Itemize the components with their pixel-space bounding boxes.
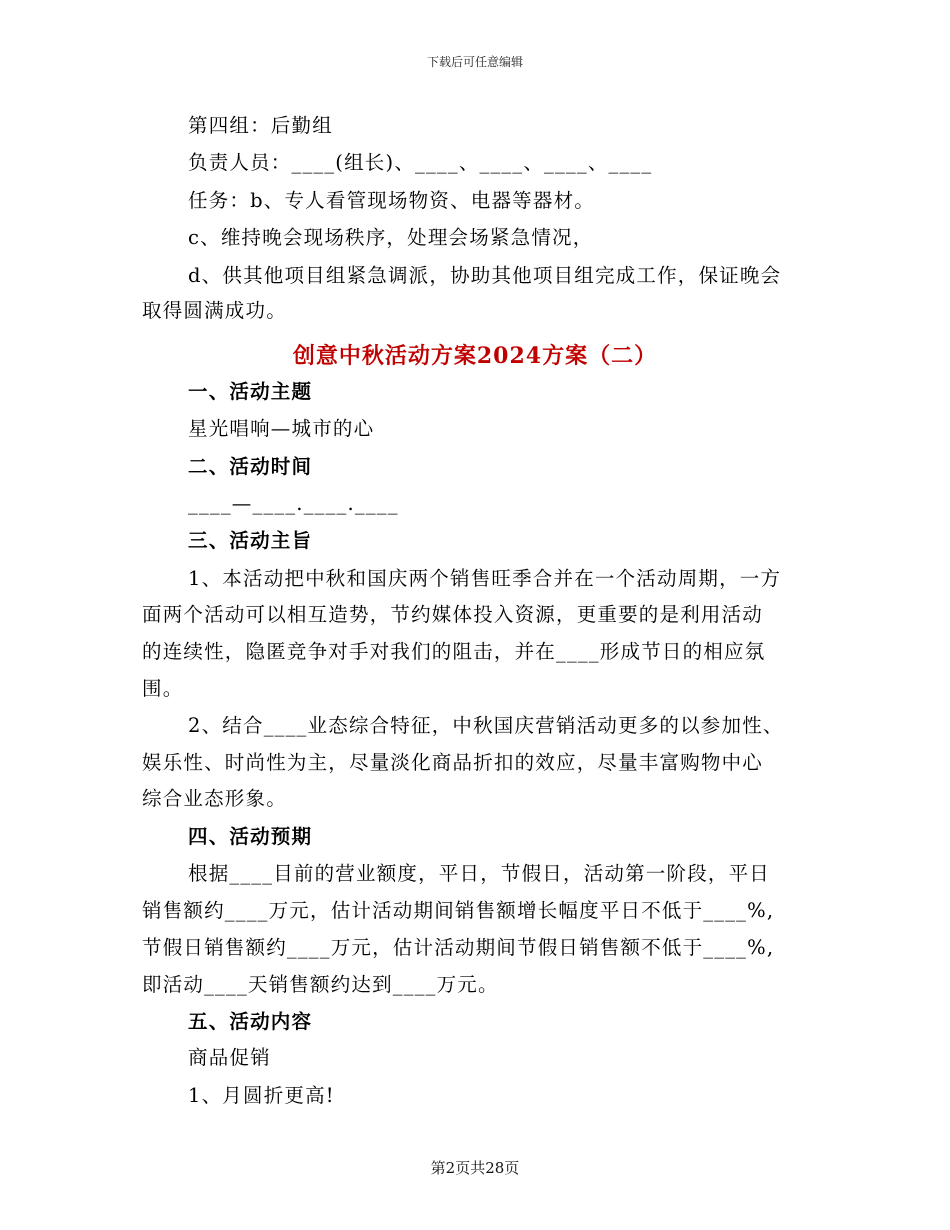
- expectation-line2: 销售额约____万元，估计活动期间销售额增长幅度平日不低于____%,: [142, 899, 775, 922]
- task-d-line: d、供其他项目组紧急调派，协助其他项目组完成工作，保证晚会: [188, 264, 782, 287]
- task-b-line: 任务：b、专人看管现场物资、电器等器材。: [188, 189, 595, 212]
- purpose-p1-line4: 围。: [142, 677, 184, 700]
- theme-text: 星光唱响—城市的心: [188, 417, 375, 440]
- heading-theme: 一、活动主题: [188, 380, 313, 403]
- page-header: 下载后可任意编辑: [426, 55, 523, 69]
- time-text: ____—____.____.____: [188, 492, 399, 515]
- heading-purpose: 三、活动主旨: [188, 529, 313, 552]
- content-item-1: 1、月圆折更高!: [188, 1084, 335, 1107]
- page-footer: 第2页共28页: [430, 1159, 520, 1177]
- task-c-line: c、维持晚会现场秩序，处理会场紧急情况，: [188, 226, 594, 249]
- expectation-line3: 节假日销售额约____万元，估计活动期间节假日销售额不低于____%,: [142, 936, 775, 959]
- purpose-p2-line3: 综合业态形象。: [142, 787, 287, 810]
- purpose-p1-line2: 面两个活动可以相互造势，节约媒体投入资源，更重要的是利用活动: [142, 603, 764, 626]
- purpose-p2-line2: 娱乐性、时尚性为主，尽量淡化商品折扣的效应，尽量丰富购物中心: [142, 751, 764, 774]
- expectation-line4: 即活动____天销售额约达到____万元。: [142, 973, 499, 996]
- content-text: 商品促销: [188, 1046, 271, 1069]
- responsible-persons-line: 负责人员：____(组长)、____、____、____、____: [188, 151, 653, 174]
- heading-time: 二、活动时间: [188, 455, 313, 478]
- heading-content: 五、活动内容: [188, 1010, 313, 1033]
- heading-expectation: 四、活动预期: [188, 825, 313, 848]
- section-title: 创意中秋活动方案2024方案（二）: [292, 343, 658, 369]
- purpose-p1-line3: 的连续性，隐匿竞争对手对我们的阻击，并在____形成节日的相应氛: [142, 640, 766, 663]
- task-d-continuation: 取得圆满成功。: [142, 299, 287, 322]
- purpose-p1-line1: 1、本活动把中秋和国庆两个销售旺季合并在一个活动周期，一方: [188, 567, 782, 590]
- group-four-title: 第四组：后勤组: [188, 114, 333, 137]
- purpose-p2-line1: 2、结合____业态综合特征，中秋国庆营销活动更多的以参加性、: [188, 714, 784, 737]
- expectation-line1: 根据____目前的营业额度，平日，节假日，活动第一阶段，平日: [188, 862, 771, 885]
